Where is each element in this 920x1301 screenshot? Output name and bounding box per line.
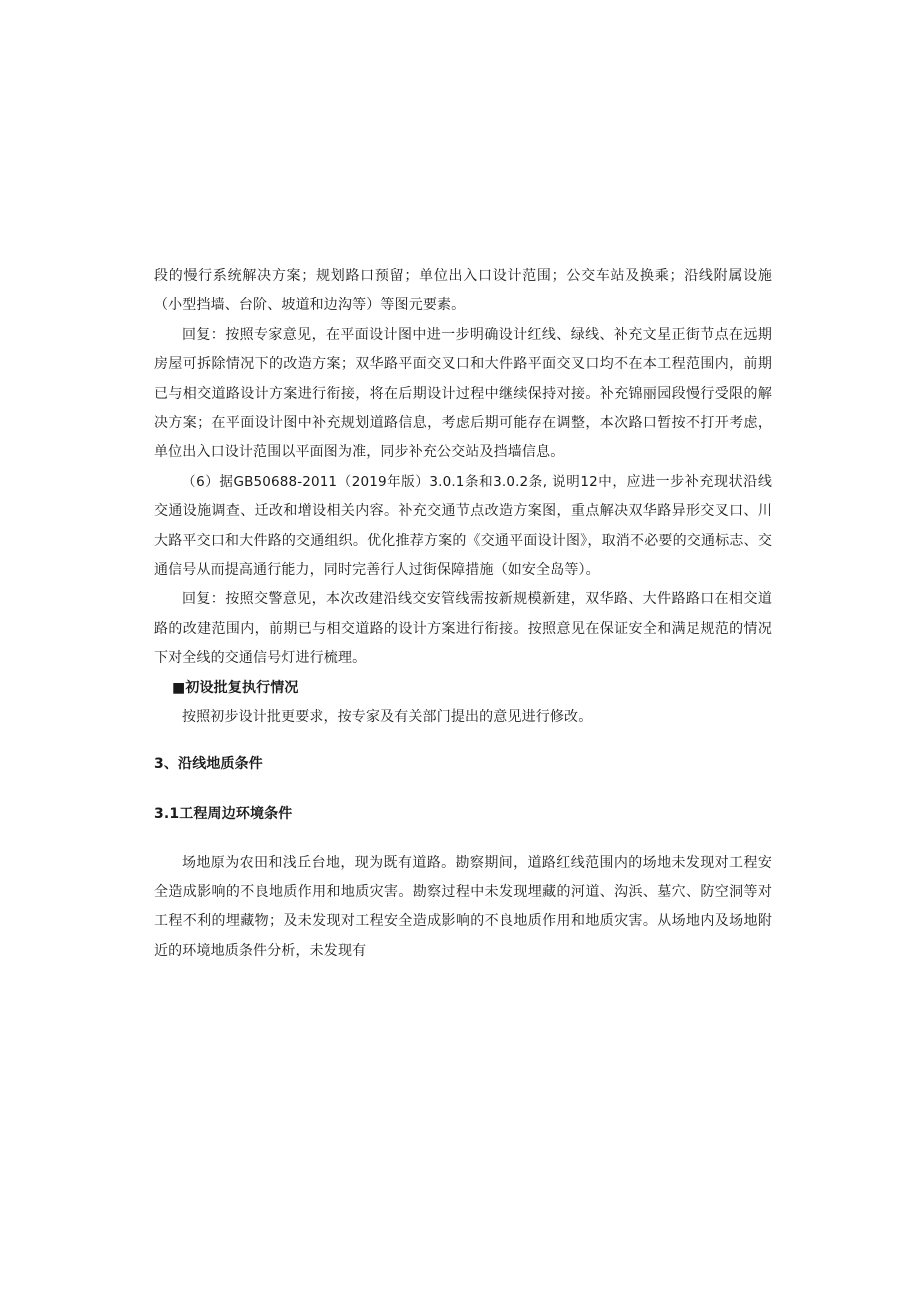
paragraph-item-6 (154, 468, 772, 586)
spacer (154, 775, 772, 803)
spacer (154, 733, 772, 753)
paragraph-reply-plan-design: 回复：按照专家意见，在平面设计图中进一步明确设计红线、绿线、补充文星正街节点在远期房屋可拆除情况下的改造方案；双华路平面交叉口和大件路平面交叉口均不在本工程范围内，前期已与相交道路设计方案进行衔接，将在后期设计过程中继续保持对接。补充锦丽园段慢行受限的解决方案；在平面设计图中补充规划道路信息，考虑后期可能存在调整，本次路口暂按不打开考虑，单位出入口设计范围以平面图为准，同步补充公交站及挡墙信息。 (154, 326, 772, 461)
paragraph-reply-traffic-police: 回复：按照交警意见，本次改建沿线交安管线需按新规模新建，双华路、大件路路口在相交道路的改建范围内，前期已与相交道路的设计方案进行衔接。按照意见在保证安全和满足规范的情况下对全线的交通信号灯进行梳理。 (154, 591, 772, 667)
spacer (154, 825, 772, 849)
section-heading-geology: 3、沿线地质条件 (154, 755, 263, 772)
paragraph-approval-execution: 按照初步设计批更要求，按专家及有关部门提出的意见进行修改。 (182, 709, 593, 726)
paragraph-site-conditions: 场地原为农田和浅丘台地，现为既有道路。勘察期间，道路红线范围内的场地未发现对工程安全造成影响的不良地质作用和地质灾害。勘察过程中未发现埋藏的河道、沟浜、墓穴、防空洞等对工程不利的埋藏物；及未发现对工程安全造成影响的不良地质作用和地质灾害。从场地内及场地附近的环境地质条件分析，未发现有 (154, 854, 772, 959)
subsection-heading-environment: 3.1工程周边环境条件 (154, 805, 293, 822)
item-6-lead: （6）据GB50688-2011（2019年版）3.0.1条和3.0.2条, 说明12中， (182, 473, 627, 490)
item-6-text: 应进一步补充现状沿线交通设施调查、迁改和增设相关内容。补充交通节点改造方案图，重点解决双华路异形交叉口、川大路平交口和大件路的交通组织。优化推荐方案的《交通平面设计图》，取消不必要的交通标志、交通信号从而提高通行能力，同时完善行人过街保障措施（如安全岛等）。 (154, 473, 772, 579)
paragraph-slow-traffic: 段的慢行系统解决方案；规划路口预留；单位出入口设计范围；公交车站及换乘；沿线附属设施（小型挡墙、台阶、坡道和边沟等）等图元要素。 (154, 268, 772, 314)
document-body (154, 262, 772, 966)
bullet-heading-approval: ■初设批复执行情况 (172, 679, 299, 696)
